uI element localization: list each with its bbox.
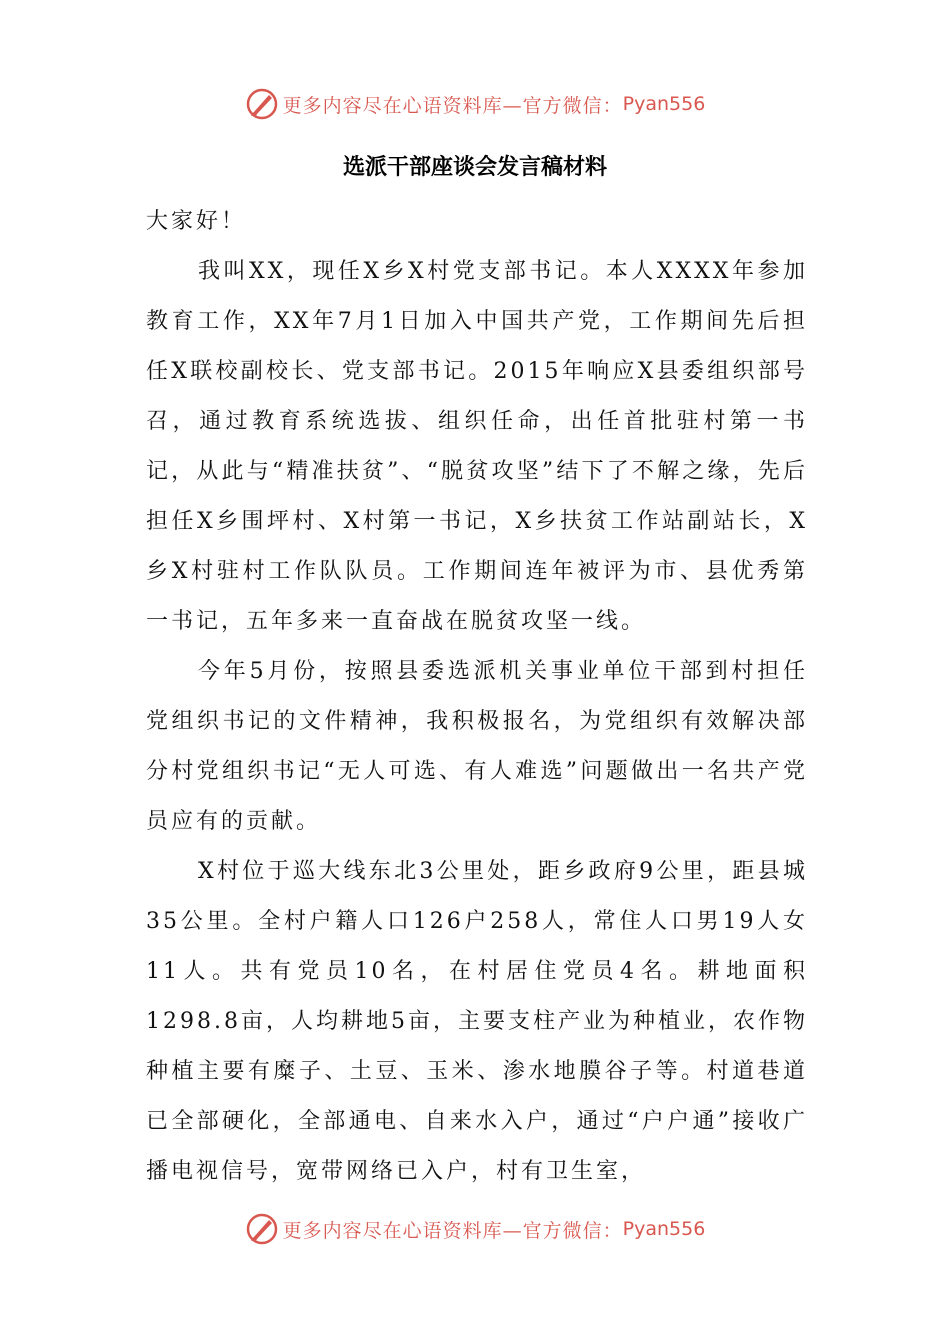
- pen-logo-icon: [245, 1212, 279, 1246]
- watermark-text: 更多内容尽在心语资料库—官方微信：: [282, 94, 623, 117]
- watermark-text: 更多内容尽在心语资料库—官方微信：: [282, 1219, 623, 1242]
- footer-watermark: [0, 1209, 950, 1249]
- document-body: [146, 197, 808, 1197]
- greeting: 大家好！: [146, 209, 247, 234]
- paragraph-application: 今年5月份，按照县委选派机关事业单位干部到村担任党组织书记的文件精神，我积极报名，为党组织有效解决部分村党组织书记“无人可选、有人难选”问题做出一名共产党员应有的贡献。: [146, 659, 808, 834]
- document-title: 选派干部座谈会发言稿材料: [342, 155, 607, 180]
- header-watermark: [0, 84, 950, 124]
- pen-logo-icon: [245, 87, 279, 121]
- paragraph-village: X村位于巡大线东北3公里处，距乡政府9公里，距县城35公里。全村户籍人口126户258人，常住人口男19人女11人。共有党员10名，在村居住党员4名。耕地面积1298.8亩，人均耕地5亩，主要支柱产业为种植业，农作物种植主要有糜子、土豆、玉米、渗水地膜谷子等。村道巷道已全部硬化，全部通电、自来水入户，通过“户户通”接收广播电视信号，宽带网络已入户，村有卫生室，: [146, 859, 808, 1184]
- paragraph-intro: 我叫XX，现任X乡X村党支部书记。本人XXXX年参加教育工作，XX年7月1日加入中国共产党，工作期间先后担任X联校副校长、党支部书记。2015年响应X县委组织部号召，通过教育系统选拔、组织任命，出任首批驻村第一书记，从此与“精准扶贫”、“脱贫攻坚”结下了不解之缘，先后担任X乡围坪村、X村第一书记，X乡扶贫工作站副站长，X乡X村驻村工作队队员。工作期间连年被评为市、县优秀第一书记，五年多来一直奋战在脱贫攻坚一线。: [146, 259, 808, 634]
- wechat-id: Pyan556: [622, 93, 706, 115]
- wechat-id: Pyan556: [622, 1218, 706, 1240]
